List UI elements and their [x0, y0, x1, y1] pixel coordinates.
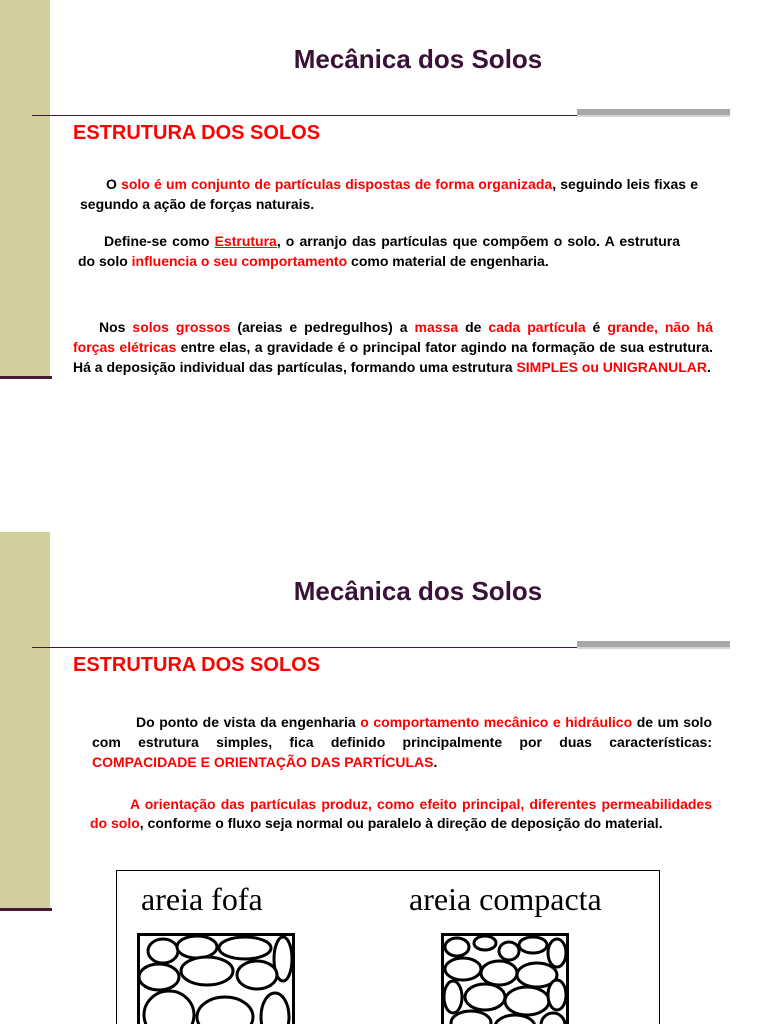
- title-gray-bar: [577, 109, 730, 117]
- text-run: Do ponto de vista da engenharia: [136, 714, 361, 730]
- text-run: como material de engenharia.: [347, 253, 549, 269]
- sand-structure-figure: [116, 870, 660, 1024]
- side-accent-line: [0, 908, 52, 911]
- text-run: .: [707, 359, 711, 375]
- highlight-run: COMPACIDADE E ORIENTAÇÃO DAS PARTÍCULAS: [92, 754, 434, 770]
- text-run: , seguindo leis fixas e segundo a ação de forças naturais.: [80, 176, 699, 212]
- text-run: (areias e pedregulhos) a: [230, 319, 415, 335]
- highlight-run: influencia o seu comportamento: [131, 253, 348, 269]
- highlight-run: solo é um conjunto de partículas dispostas de forma organizada: [121, 176, 553, 192]
- highlight-run: massa: [414, 319, 459, 335]
- highlight-run: o comportamento mecânico e hidráulico: [360, 714, 633, 730]
- text-run: , o arranjo das partículas que compõem o solo. A estrutura do solo: [78, 233, 680, 269]
- title-gray-bar: [577, 641, 730, 649]
- side-accent-line: [0, 376, 52, 379]
- section-heading: ESTRUTURA DOS SOLOS: [73, 654, 321, 676]
- text-run: Define-se como: [104, 233, 215, 249]
- paragraph-1: [92, 712, 712, 772]
- section-heading: ESTRUTURA DOS SOLOS: [73, 122, 321, 144]
- paragraph-3: [73, 317, 713, 377]
- figure-label-left: areia fofa: [141, 881, 263, 917]
- text-run: , conforme o fluxo seja normal ou paralelo à direção de deposição do material.: [139, 815, 663, 831]
- highlight-run: SIMPLES ou UNIGRANULAR: [516, 359, 708, 375]
- slide-2: [0, 532, 768, 1024]
- figure-label-right: areia compacta: [409, 881, 602, 917]
- text-run: de: [458, 319, 489, 335]
- slide-1: [0, 0, 768, 500]
- highlight-run: solos grossos: [132, 319, 231, 335]
- text-run: Nos: [99, 319, 133, 335]
- highlight-run: grande, não há forças elétricas: [73, 319, 714, 355]
- highlight-underline-run: Estrutura: [214, 233, 277, 249]
- compact-sand-diagram: [441, 933, 571, 1024]
- slide-title: Mecânica dos Solos: [293, 576, 543, 606]
- paragraph-2: [90, 795, 712, 833]
- paragraph-1: [80, 174, 698, 214]
- loose-sand-diagram: [137, 933, 297, 1024]
- text-run: de um solo com estrutura simples, fica definido principalmente por duas características:: [92, 714, 712, 750]
- text-run: .: [433, 754, 438, 770]
- text-run: O: [106, 176, 122, 192]
- slide-title: Mecânica dos Solos: [293, 44, 543, 74]
- highlight-run: cada partícula: [488, 319, 586, 335]
- text-run: entre elas, a gravidade é o principal fator agindo na formação de sua estrutura. Há a deposição individual das partículas, formando uma estrutura: [73, 339, 713, 375]
- text-run: é: [585, 319, 608, 335]
- paragraph-2: [78, 231, 680, 271]
- highlight-run: A orientação das partículas produz, como efeito principal, diferentes permeabilidades do solo: [90, 796, 712, 831]
